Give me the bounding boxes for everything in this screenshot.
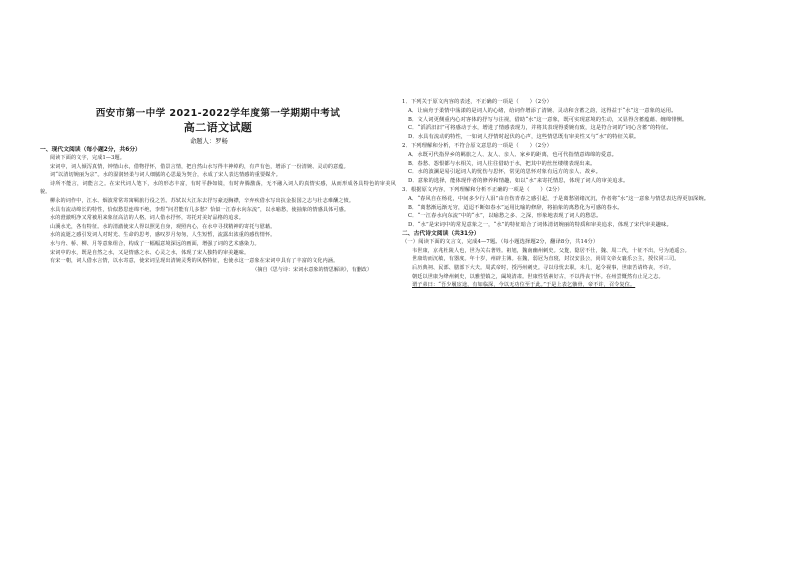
exam-subtitle: 高二语文试题 — [183, 121, 253, 134]
passage-paragraph: 宋词中，词人倾泻真情，钟情山水，借物抒怀，借景言情，把自然山水写得丰神绰约，有声有色，增添了一份清婉、灵动的意蕴。 — [50, 163, 349, 170]
passage-paragraph: 有宋一朝，词人借水言情，以水寄意，使宋词呈现出清婉灵秀的风格特征，也使水这一意象在宋词中具有了丰富的文化内涵。 — [50, 258, 339, 265]
question-3-option: C．“一江春水向东流”中的“水”，以喻愁之多、之深，形象地表现了词人的愁思。 — [408, 213, 602, 220]
passage-paragraph: 水的澄澈明净又常被用来象征高洁的人格。词人借水抒怀，寄托对美好品格的追求。 — [50, 215, 245, 222]
passage-paragraph: 山溪水光，各有特征。水的清澈使宋人得以照见自身，观照内心，在水中寻找精神的寄托与慰藉。 — [50, 223, 276, 230]
question-2: 2．下列理解和分析，不符合原文意思的一项是（ ）（2分） — [402, 142, 553, 149]
reading-passage — [40, 146, 396, 274]
classical-paragraph: 朝廷以世康为绛州刺史，以雅望镇之，阖境清肃。世康性恬素好古，不以得丧干怀。在州尝慨然有止足之志。 — [412, 273, 664, 280]
question-3-option: A．“春风自在杨花，中间多少行人泪”由自伤青春之感引起，于是离愁别绪沉沉，作者将“水”这一意象与情思表达得更加深婉。 — [408, 195, 710, 202]
classical-paragraph: 谓子弟曰：“吾少履宦途，有如临深，今以无功位至于此。”于是上表乞骸骨，帝不许，召令复位。 — [412, 282, 636, 289]
classical-paragraph: 后历典祠、民部、膳部下大夫。周武帝时，授沔州刺史。寻以母忧去职。未几，起令视事，世康苦请终丧，不许。 — [412, 264, 675, 271]
question-1: 1．下列关于原文内容的表述，不正确的一项是（ ）（2分） — [402, 99, 553, 105]
question-2-option: A．水既可代指异乡的羁旅之人、友人、亲人、家乡的距离，也可代指情意绵绵的爱意。 — [408, 151, 618, 158]
section-heading-2: 二、古代诗文阅读（共31分） — [402, 230, 480, 237]
right-column — [402, 0, 760, 562]
passage-paragraph: 水与舟、桥、柳、月等意象组合，构成了一幅幅意境深远的画面，增强了词的艺术感染力。 — [50, 240, 260, 247]
section-heading-1: 一、现代文阅读（每小题2分，共6分） — [40, 147, 141, 153]
left-column — [40, 0, 396, 562]
question-2-option: B．春愁、怨恨都与水相关，词人往往借助于水，把其中的丝丝缕缕表现出来。 — [408, 160, 596, 167]
classical-paragraph: 世康幼而沉敏，有器度。年十岁，州辟主簿。在魏，弱冠为直寝，封汉安县公，尚周文帝女襄乐公主，授仪同三司。 — [412, 256, 680, 263]
question-2-option: C．水的波澜是易引起词人的忧伤与思怀，常见的思怀对象有远方的亲人、故乡。 — [408, 169, 602, 176]
passage-paragraph: 水具有流动绵长的特性，恰似愁思连绵不绝，李煜“问君能有几多愁？恰似一江春水向东流”，以水喻愁，使抽象的情感具体可感。 — [50, 206, 350, 213]
question-1-option: D．水具有流动的特性，一如词人抒情时起伏的心声，这些情思既有审美性又与“水”的特征关联。 — [408, 134, 640, 141]
question-2-option: D．意象的选择，能体现作者的修养和情趣，如以“水”来寄托情思，体现了词人的审美追求。 — [408, 178, 629, 185]
passage-paragraph: 柳永的词作中，江水、烟波常常寄寓羁旅行役之苦。苏轼以大江东去抒写豪迈胸襟，辛弃疾借水写出抗金报国之志与壮志难酬之愤。 — [50, 197, 355, 204]
question-1-option: C．“滔滔汨汨”可将感动于水，增进了情感表现力，并将其表现得委婉有致，这是符合词的“词心含蓄”的特征。 — [408, 125, 672, 132]
question-1-option: A．让扁舟于柔情中荡漾的是词人的心绪，给词作增添了清婉、灵动和含蓄之韵，这得益于“水”这一意象的运用。 — [408, 107, 677, 114]
question-3-option: B．“离愁渐远渐无穷，迢迢不断如春水”运用比喻的修辞，将抽象的离愁化为可感的春水。 — [408, 204, 623, 211]
question-3: 3．根据原文内容，下列理解和分析不正确的一项是（ ）（2分） — [402, 186, 563, 193]
passage-paragraph: 水的流逝之感引发词人对时光、生命的思考，感叹岁月匆匆，人生短暂，流露出浓重的感伤情怀。 — [50, 232, 276, 239]
questions — [402, 98, 760, 290]
passage-source: （摘自《思与诗：宋词水意象的情思解读》，有删改） — [252, 266, 372, 273]
section-2-instructions: （一）阅读下面的文言文，完成4—7题。（每小题选择题2分，翻译8分，共14分） — [402, 238, 599, 245]
passage-paragraph: 宋词中的水，既是自然之水，又是情感之水、心灵之水，体现了宋人独特的审美趣味。 — [50, 249, 250, 256]
question-1-option: B．文人词更侧重内心对客体的抒写与注视，借助“水”这一意象，既可实现意境的生动，又显得含蓄蕴藉、缠绵悱恻。 — [408, 116, 688, 123]
question-3-option: D．“水”是宋词中的常见意象之一，“水”的特征暗合了词体清切婉丽的特质和审美追求，体现了宋代审美趣味。 — [408, 222, 672, 229]
passage-paragraph: 词“以清切婉丽为宗”。水的湿润轻柔与词人细腻的心思最为契合，水成了宋人表达情感的重要媒介。 — [50, 172, 281, 179]
section-intro: 阅读下面的文字，完成1—3题。 — [50, 155, 125, 161]
classical-paragraph: 韦世康，京兆杜陵人也，世为关右著姓。祖旭，魏南幽州刺史。父夐，隐居不仕，魏、周二代，十征不出，号为逍遥公。 — [412, 247, 690, 254]
passage-paragraph: 诗所不能言，词能言之。在宋代词人笔下，水的形态丰富，有时平静如镜，有时奔腾激荡，无不融入词人的真情实感，从而形成各具特色的审美风貌。 — [40, 180, 396, 196]
exam-title: 西安市第一中学 2021-2022学年度第一学期期中考试 — [95, 108, 341, 119]
exam-author: 命题人：罗畅 — [190, 138, 228, 145]
